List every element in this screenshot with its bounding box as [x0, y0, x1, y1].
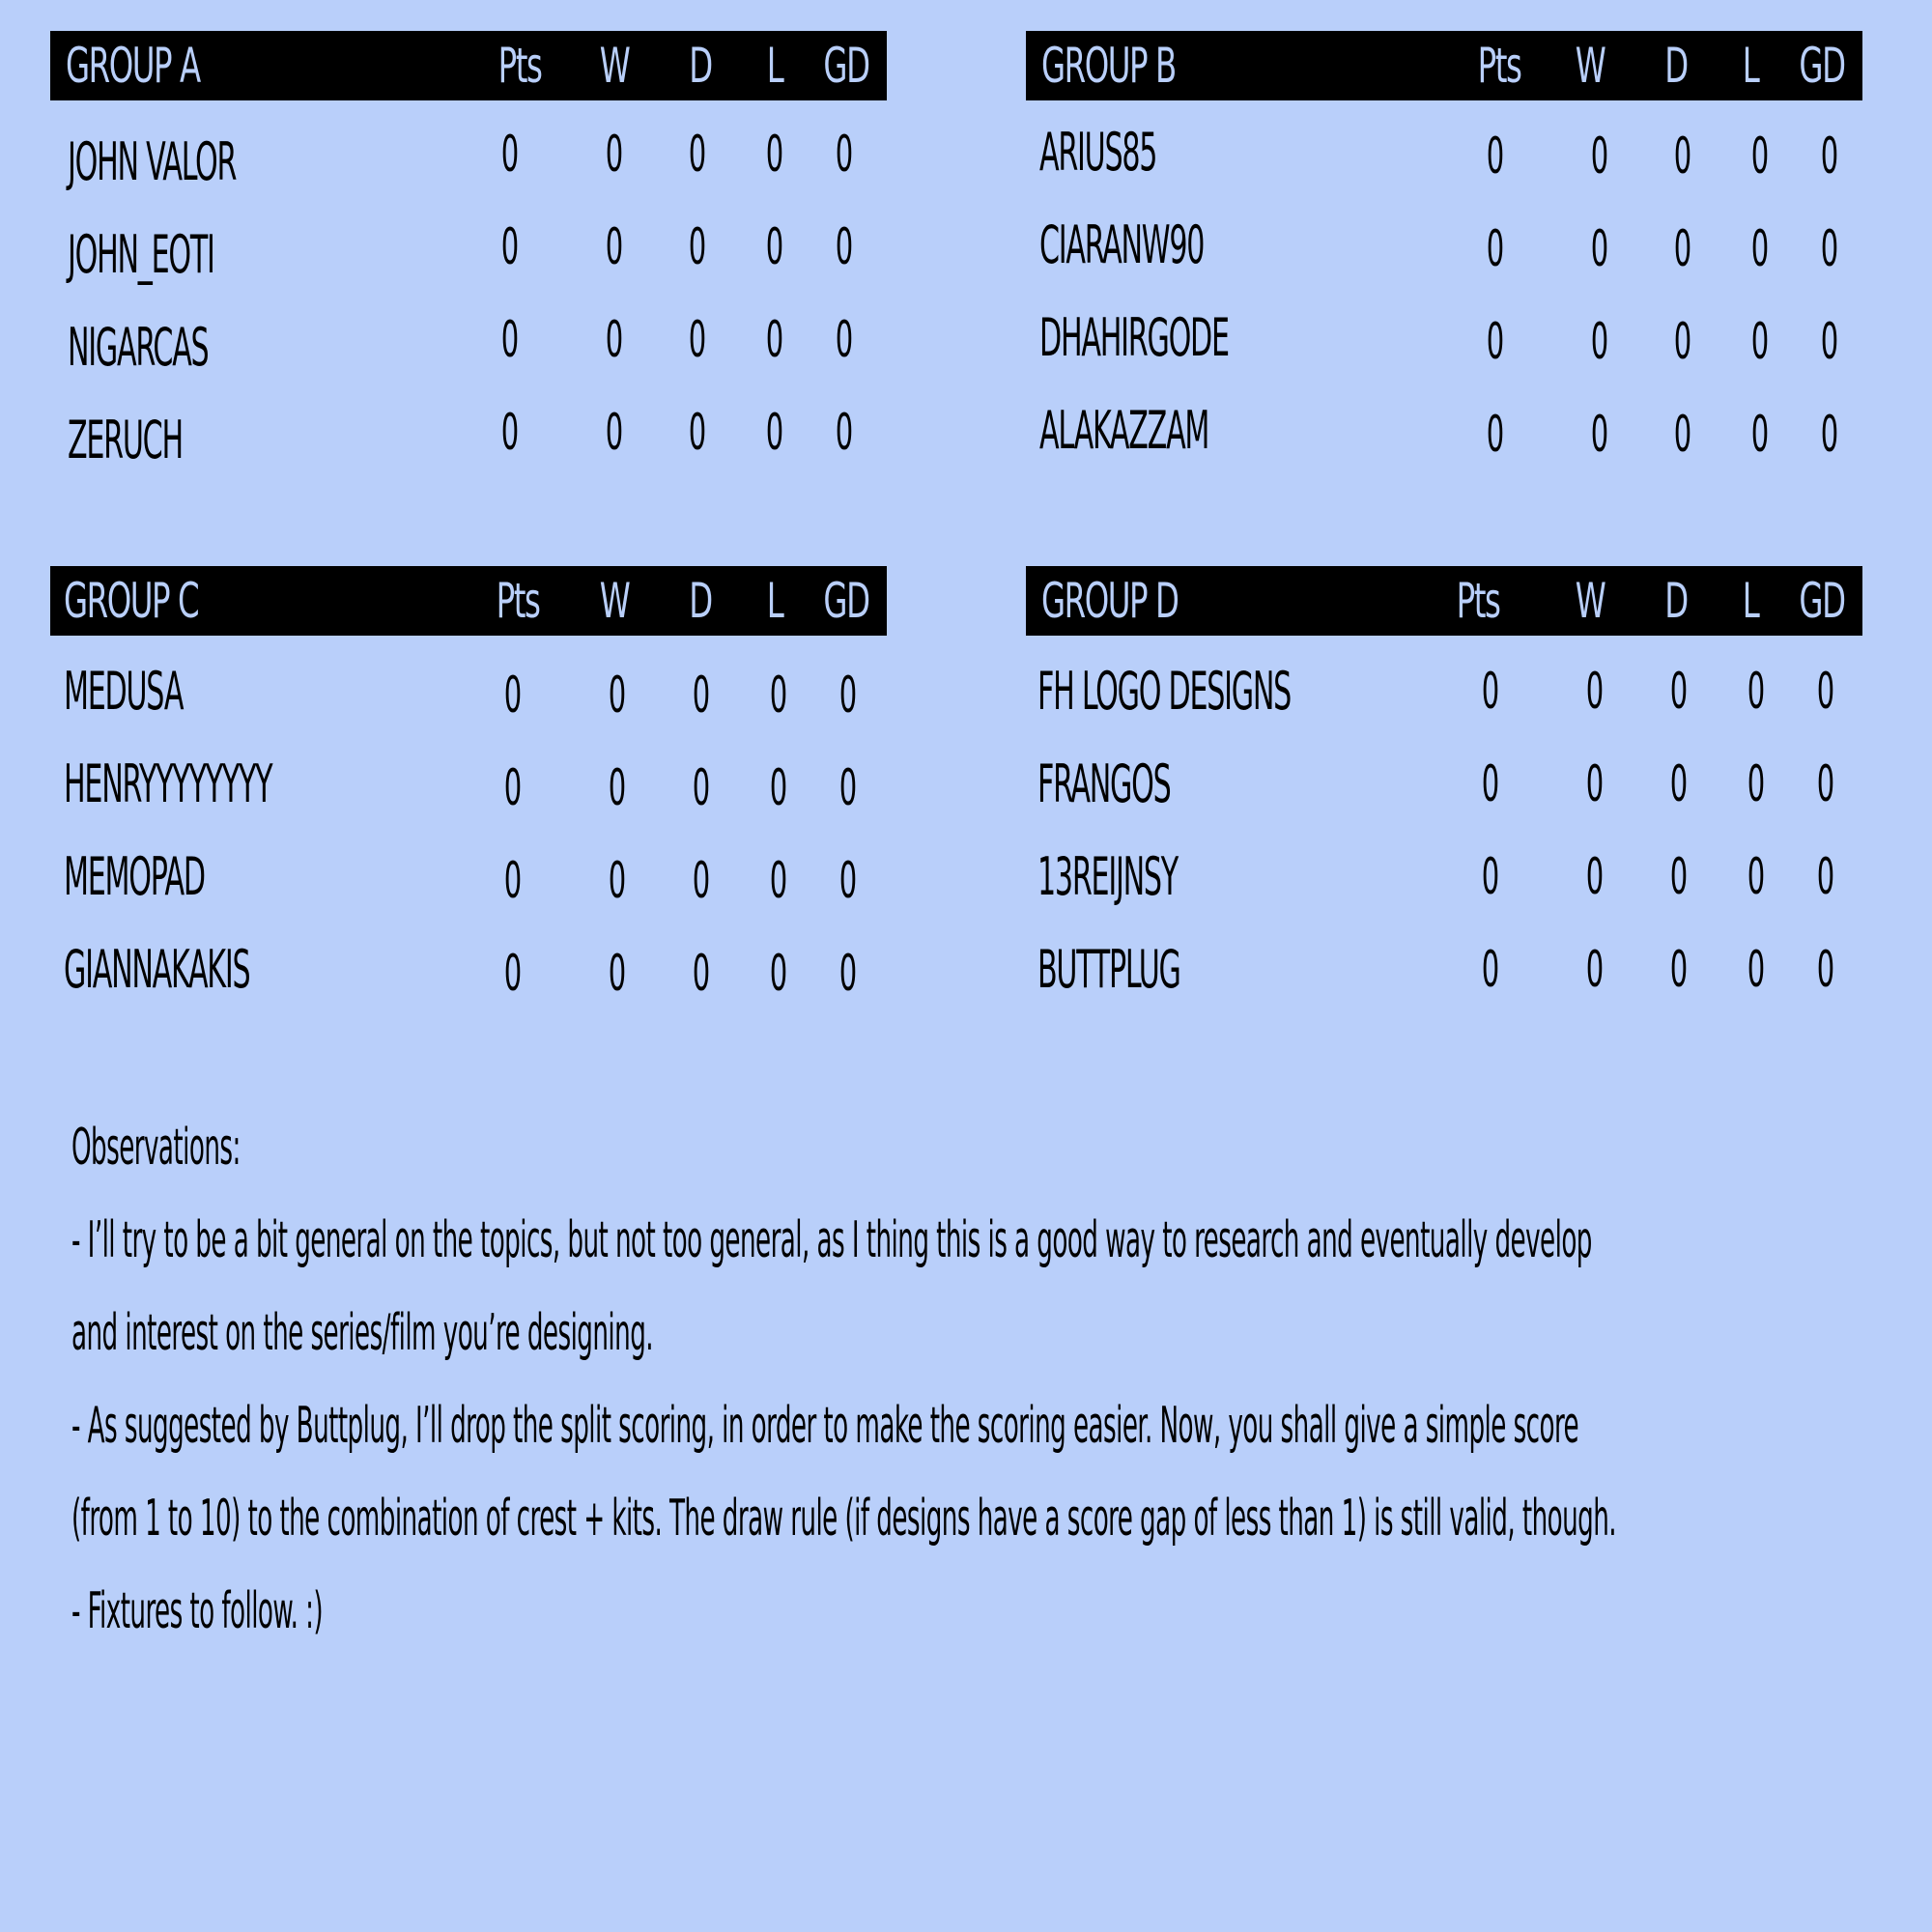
team-gd: 0 — [1816, 941, 1835, 999]
table-row — [50, 301, 887, 379]
col-l: L — [766, 573, 783, 629]
team-name: DHAHIRGODE — [1039, 307, 1229, 368]
team-pts: 0 — [1486, 313, 1505, 371]
table-row — [50, 931, 887, 1009]
team-l: 0 — [769, 852, 788, 910]
team-gd: 0 — [838, 945, 858, 1003]
team-pts: 0 — [1481, 755, 1500, 813]
col-gd: GD — [1799, 38, 1845, 94]
team-pts: 0 — [500, 126, 520, 184]
observations-section — [71, 1101, 1868, 1658]
col-pts: Pts — [496, 573, 540, 629]
col-d: D — [1664, 38, 1688, 94]
team-pts: 0 — [503, 852, 523, 910]
team-pts: 0 — [1481, 848, 1500, 906]
team-gd: 0 — [838, 759, 858, 817]
group-header — [50, 31, 887, 100]
group-b-table — [1026, 31, 1862, 487]
team-pts: 0 — [1486, 406, 1505, 464]
team-name: HENRYYYYYYYY — [64, 753, 272, 814]
team-gd: 0 — [835, 311, 854, 369]
team-w: 0 — [1590, 406, 1609, 464]
team-pts: 0 — [503, 667, 523, 724]
team-name: CIARANW90 — [1039, 214, 1205, 275]
team-pts: 0 — [1481, 663, 1500, 721]
team-w: 0 — [608, 667, 627, 724]
team-d: 0 — [1673, 220, 1692, 278]
team-w: 0 — [605, 404, 624, 462]
table-row — [50, 394, 887, 471]
table-row — [1026, 746, 1862, 823]
team-l: 0 — [1747, 941, 1766, 999]
col-d: D — [689, 573, 712, 629]
team-d: 0 — [1669, 848, 1689, 906]
observation-line: - As suggested by Buttplug, I’ll drop the split scoring, in order to make the scoring easier. Now, you shall give a simple score — [71, 1397, 1579, 1455]
team-l: 0 — [769, 667, 788, 724]
group-header — [50, 566, 887, 636]
team-gd: 0 — [1820, 128, 1839, 185]
team-name: BUTTPLUG — [1037, 939, 1180, 1000]
team-w: 0 — [608, 852, 627, 910]
team-d: 0 — [692, 667, 711, 724]
team-rows — [50, 636, 887, 1022]
group-title: GROUP C — [64, 573, 199, 629]
table-row — [1026, 207, 1862, 284]
team-name: 13REIJNSY — [1037, 846, 1178, 907]
team-w: 0 — [608, 759, 627, 817]
team-l: 0 — [769, 759, 788, 817]
team-d: 0 — [1673, 406, 1692, 464]
observation-line: (from 1 to 10) to the combination of crest + kits. The draw rule (if designs have a score gap of less than 1) is still valid, though. — [71, 1490, 1617, 1548]
team-pts: 0 — [1486, 220, 1505, 278]
team-l: 0 — [765, 404, 784, 462]
team-gd: 0 — [1816, 755, 1835, 813]
group-header — [1026, 566, 1862, 636]
team-pts: 0 — [1481, 941, 1500, 999]
team-pts: 0 — [503, 945, 523, 1003]
team-name: ALAKAZZAM — [1039, 400, 1209, 461]
team-d: 0 — [692, 852, 711, 910]
table-row — [1026, 838, 1862, 916]
team-d: 0 — [688, 218, 707, 276]
team-d: 0 — [692, 945, 711, 1003]
team-d: 0 — [688, 311, 707, 369]
team-pts: 0 — [500, 218, 520, 276]
team-l: 0 — [1747, 755, 1766, 813]
group-title: GROUP D — [1041, 573, 1179, 629]
team-pts: 0 — [500, 311, 520, 369]
team-l: 0 — [1750, 128, 1770, 185]
table-row — [1026, 299, 1862, 377]
team-name: MEDUSA — [64, 661, 184, 722]
team-w: 0 — [1585, 663, 1605, 721]
team-gd: 0 — [1816, 848, 1835, 906]
team-l: 0 — [1750, 220, 1770, 278]
team-name: NIGARCAS — [68, 317, 209, 378]
team-pts: 0 — [500, 404, 520, 462]
team-d: 0 — [1669, 755, 1689, 813]
table-row — [50, 116, 887, 193]
team-name: GIANNAKAKIS — [64, 939, 250, 1000]
team-gd: 0 — [1816, 663, 1835, 721]
col-d: D — [1664, 573, 1688, 629]
team-name: FRANGOS — [1037, 753, 1171, 814]
team-gd: 0 — [1820, 313, 1839, 371]
team-l: 0 — [765, 311, 784, 369]
team-rows — [1026, 100, 1862, 487]
team-d: 0 — [692, 759, 711, 817]
group-title: GROUP B — [1041, 38, 1176, 94]
col-pts: Pts — [1456, 573, 1500, 629]
team-gd: 0 — [835, 218, 854, 276]
team-w: 0 — [608, 945, 627, 1003]
group-header — [1026, 31, 1862, 100]
team-gd: 0 — [838, 852, 858, 910]
group-a-table — [50, 31, 887, 487]
team-gd: 0 — [835, 404, 854, 462]
table-row — [50, 746, 887, 823]
team-l: 0 — [765, 126, 784, 184]
table-row — [1026, 931, 1862, 1009]
team-w: 0 — [605, 126, 624, 184]
col-pts: Pts — [1477, 38, 1521, 94]
team-w: 0 — [1585, 941, 1605, 999]
col-gd: GD — [823, 573, 869, 629]
team-d: 0 — [1669, 663, 1689, 721]
team-name: ARIUS85 — [1039, 122, 1157, 183]
team-name: MEMOPAD — [64, 846, 205, 907]
col-l: L — [1742, 573, 1759, 629]
col-d: D — [689, 38, 712, 94]
team-w: 0 — [605, 311, 624, 369]
team-l: 0 — [1750, 406, 1770, 464]
team-l: 0 — [765, 218, 784, 276]
team-rows — [50, 100, 887, 487]
table-row — [1026, 653, 1862, 730]
team-w: 0 — [1590, 220, 1609, 278]
group-title: GROUP A — [66, 38, 200, 94]
observation-line: - I’ll try to be a bit general on the topics, but not too general, as I thing this is a good way to research and eventually develop — [71, 1211, 1592, 1269]
table-row — [50, 209, 887, 286]
team-d: 0 — [688, 126, 707, 184]
observation-line: - Fixtures to follow. :) — [71, 1582, 324, 1640]
col-w: W — [1575, 573, 1605, 629]
col-l: L — [1742, 38, 1759, 94]
table-row — [1026, 392, 1862, 469]
team-name: ZERUCH — [68, 410, 183, 470]
team-l: 0 — [1750, 313, 1770, 371]
team-rows — [1026, 636, 1862, 1022]
team-d: 0 — [1673, 128, 1692, 185]
table-row — [50, 653, 887, 730]
team-l: 0 — [1747, 663, 1766, 721]
group-d-table — [1026, 566, 1862, 1022]
col-w: W — [599, 573, 630, 629]
team-d: 0 — [1669, 941, 1689, 999]
team-l: 0 — [1747, 848, 1766, 906]
team-w: 0 — [1590, 313, 1609, 371]
observations-title: Observations: — [71, 1119, 241, 1177]
col-w: W — [599, 38, 630, 94]
team-pts: 0 — [503, 759, 523, 817]
col-l: L — [766, 38, 783, 94]
team-d: 0 — [688, 404, 707, 462]
team-w: 0 — [1590, 128, 1609, 185]
team-gd: 0 — [835, 126, 854, 184]
team-w: 0 — [1585, 848, 1605, 906]
team-gd: 0 — [1820, 220, 1839, 278]
col-pts: Pts — [497, 38, 542, 94]
observation-line: and interest on the series/film you’re designing. — [71, 1304, 654, 1362]
col-gd: GD — [823, 38, 869, 94]
team-name: JOHN_EOTI — [68, 224, 214, 285]
team-w: 0 — [605, 218, 624, 276]
table-row — [1026, 114, 1862, 191]
col-w: W — [1575, 38, 1605, 94]
team-name: JOHN VALOR — [68, 131, 237, 192]
group-c-table — [50, 566, 887, 1022]
col-gd: GD — [1799, 573, 1845, 629]
team-gd: 0 — [1820, 406, 1839, 464]
team-name: FH LOGO DESIGNS — [1037, 661, 1292, 722]
table-row — [50, 838, 887, 916]
team-pts: 0 — [1486, 128, 1505, 185]
team-w: 0 — [1585, 755, 1605, 813]
team-l: 0 — [769, 945, 788, 1003]
team-gd: 0 — [838, 667, 858, 724]
team-d: 0 — [1673, 313, 1692, 371]
